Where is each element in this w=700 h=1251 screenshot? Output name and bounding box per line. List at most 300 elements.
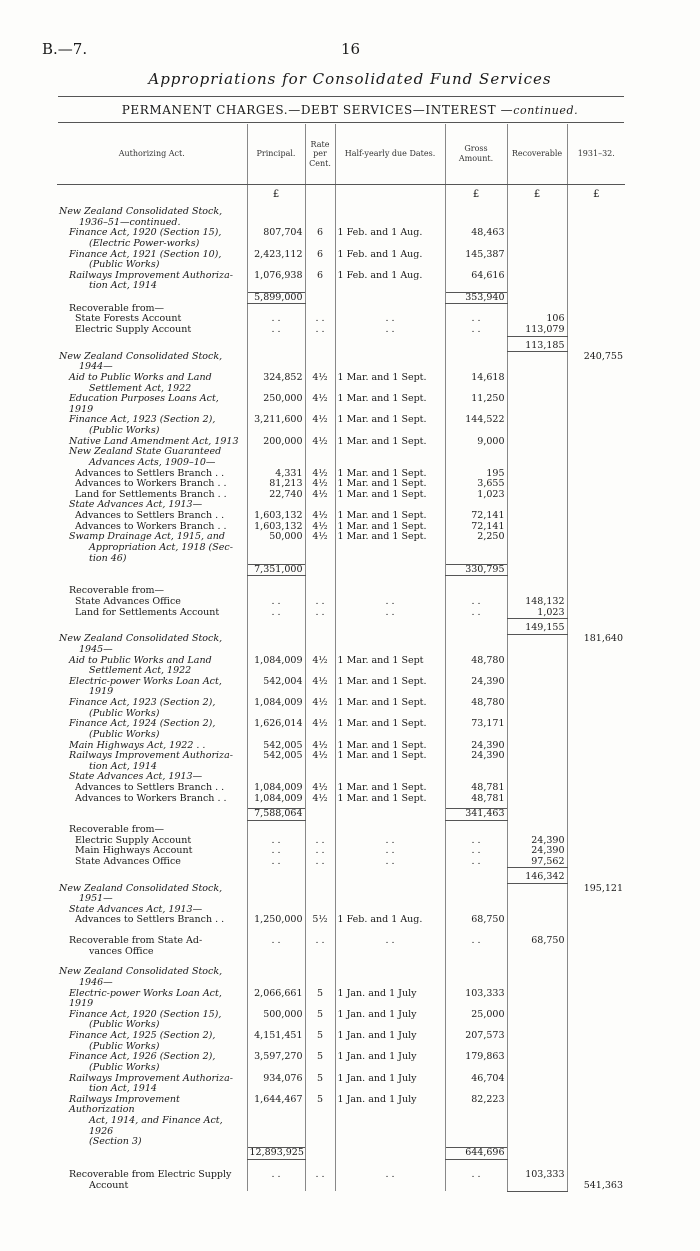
rate-value: 6	[305, 250, 335, 271]
gross-value: 103,333	[445, 989, 507, 1010]
principal-value: 324,852	[247, 373, 305, 394]
net-charge: 240,755	[567, 352, 625, 373]
act-name: Finance Act, 1924 (Section 2), (Public Works)	[69, 719, 216, 740]
act-name: Swamp Drainage Act, 1915, and Appropriation Act, 1918 (Sec- tion 46)	[69, 532, 233, 564]
placeholder-dots: . .	[305, 836, 335, 847]
table-row	[57, 1010, 625, 1031]
gross-value: 82,223	[445, 1095, 507, 1148]
total-row	[57, 564, 625, 576]
recoverable-account: Land for Settlements Account	[75, 607, 220, 618]
rate-value: 4½	[305, 522, 335, 533]
principal-value: 22,740	[247, 490, 305, 501]
table-row	[57, 783, 625, 794]
principal-value: 1,084,009	[247, 794, 305, 805]
recoverable-total: 149,155	[507, 623, 567, 634]
recoverable-row	[57, 936, 625, 957]
placeholder-dots: . .	[335, 597, 445, 608]
table-row	[57, 228, 625, 249]
table-row	[57, 719, 625, 740]
recoverable-row	[57, 857, 625, 868]
act-name: Main Highways Act, 1922 . .	[69, 740, 206, 751]
placeholder-dots: . .	[305, 857, 335, 868]
placeholder-dots: . .	[305, 846, 335, 857]
due-dates: 1 Mar. and 1 Sept	[335, 656, 445, 677]
total-principal: 7,351,000	[247, 564, 305, 576]
act-name: Electric-power Works Loan Act, 1919	[69, 988, 222, 1010]
gross-value: 3,655	[445, 479, 507, 490]
total-gross: 330,795	[445, 564, 507, 576]
due-dates: 1 Mar. and 1 Sept.	[335, 719, 445, 740]
recoverable-account: State Advances Office	[75, 596, 181, 607]
due-dates: 1 Feb. and 1 Aug.	[335, 271, 445, 292]
placeholder-dots: . .	[445, 836, 507, 847]
recoverable-label: Recoverable from—	[69, 824, 165, 835]
due-dates: 1 Jan. and 1 July	[335, 1095, 445, 1148]
recoverable-label: Recoverable from Electric Supply Account	[69, 1170, 232, 1191]
due-dates: 1 Mar. and 1 Sept.	[335, 437, 445, 448]
rate-value: 4½	[305, 479, 335, 490]
recoverable-value: 1,023	[507, 608, 567, 619]
col-rate: Rate per Cent.	[305, 124, 335, 185]
due-dates: 1 Feb. and 1 Aug.	[335, 915, 445, 926]
table-row	[57, 1074, 625, 1095]
principal-value: 1,084,009	[247, 656, 305, 677]
col-year: 1931–32.	[567, 124, 625, 185]
rate-value: 5	[305, 1095, 335, 1148]
recoverable-label: Recoverable from—	[69, 586, 165, 597]
table-row	[57, 1095, 625, 1148]
due-dates: 1 Mar. and 1 Sept.	[335, 479, 445, 490]
total-gross: 644,696	[445, 1148, 507, 1160]
table-row	[57, 415, 625, 436]
principal-value: 250,000	[247, 394, 305, 415]
table-row	[57, 698, 625, 719]
placeholder-dots: . .	[445, 608, 507, 619]
placeholder-dots: . .	[335, 936, 445, 957]
report-reference: B.—7.	[42, 40, 88, 58]
placeholder-dots: . .	[335, 314, 445, 325]
recoverable-value: 24,390	[507, 846, 567, 857]
col-gross-amount: Gross Amount.	[445, 124, 507, 185]
section-heading	[57, 967, 625, 988]
act-name: Finance Act, 1920 (Section 15), (Electric Power-works)	[69, 228, 222, 249]
gross-value: 25,000	[445, 1010, 507, 1031]
due-dates: 1 Feb. and 1 Aug.	[335, 228, 445, 249]
recoverable-label: Recoverable from State Ad- vances Office	[69, 936, 203, 957]
recoverable-row	[57, 597, 625, 608]
currency-row	[57, 185, 625, 208]
principal-value: 2,066,661	[247, 989, 305, 1010]
total-gross: 353,940	[445, 292, 507, 304]
branch-name: Advances to Settlers Branch . .	[75, 915, 225, 926]
gross-value: 9,000	[445, 437, 507, 448]
placeholder-dots: . .	[247, 314, 305, 325]
rate-value: 4½	[305, 490, 335, 501]
table-top-rule	[58, 122, 624, 123]
placeholder-dots: . .	[445, 597, 507, 608]
rate-value: 6	[305, 228, 335, 249]
placeholder-dots: . .	[335, 325, 445, 336]
rate-value: 5	[305, 1052, 335, 1073]
rate-value: 4½	[305, 698, 335, 719]
recoverable-value: 97,562	[507, 857, 567, 868]
recoverable-total-row	[57, 341, 625, 352]
principal-value: 500,000	[247, 1010, 305, 1031]
rate-value: 4½	[305, 437, 335, 448]
table-row	[57, 989, 625, 1010]
principal-value: 934,076	[247, 1074, 305, 1095]
recoverable-label: Recoverable from—	[69, 303, 165, 314]
placeholder-dots: . .	[445, 857, 507, 868]
recoverable-row	[57, 608, 625, 619]
act-name: Education Purposes Loans Act, 1919	[69, 394, 219, 415]
rate-value: 4½	[305, 741, 335, 752]
stock-heading: New Zealand Consolidated Stock, 1945—	[59, 634, 223, 655]
act-name: Railways Improvement Authoriza- tion Act, 1914	[69, 751, 233, 772]
act-name: Finance Act, 1923 (Section 2), (Public Works)	[69, 698, 216, 719]
recoverable-account: Electric Supply Account	[75, 835, 192, 846]
subtitle-continued: continued.	[513, 104, 579, 117]
gross-value: 24,390	[445, 751, 507, 772]
due-dates: 1 Mar. and 1 Sept.	[335, 783, 445, 794]
section-subtitle	[0, 103, 700, 117]
placeholder-dots: . .	[247, 836, 305, 847]
act-name: Finance Act, 1925 (Section 2), (Public Works)	[69, 1031, 216, 1052]
subsection-heading	[57, 447, 625, 468]
act-name: Railways Improvement Authorization Act, 1914, and Finance Act, 1926 (Section 3)	[69, 1094, 223, 1148]
principal-value: 807,704	[247, 228, 305, 249]
title-rule	[58, 96, 624, 97]
placeholder-dots: . .	[335, 846, 445, 857]
rate-value: 6	[305, 271, 335, 292]
principal-value: 1,603,132	[247, 511, 305, 522]
table-row	[57, 1052, 625, 1073]
appropriations-table	[57, 124, 625, 1192]
recoverable-value: 103,333	[507, 1170, 567, 1191]
section-heading	[57, 634, 625, 655]
stock-heading: New Zealand Consolidated Stock, 1951—	[59, 883, 223, 905]
placeholder-dots: . .	[247, 846, 305, 857]
recoverable-value: 68,750	[507, 936, 567, 957]
gross-value: 207,573	[445, 1031, 507, 1052]
rate-value: 4½	[305, 373, 335, 394]
gross-value: 48,780	[445, 656, 507, 677]
due-dates: 1 Jan. and 1 July	[335, 1074, 445, 1095]
principal-value: 200,000	[247, 437, 305, 448]
placeholder-dots: . .	[305, 1170, 335, 1191]
principal-value: 4,331	[247, 469, 305, 480]
recoverable-value: 106	[507, 314, 567, 325]
table-row	[57, 532, 625, 564]
principal-value: 542,004	[247, 677, 305, 698]
total-gross: 341,463	[445, 809, 507, 821]
act-name: Native Land Amendment Act, 1913	[69, 436, 239, 447]
gross-value: 145,387	[445, 250, 507, 271]
due-dates: 1 Mar. and 1 Sept.	[335, 751, 445, 772]
table-row	[57, 437, 625, 448]
gross-value: 144,522	[445, 415, 507, 436]
col-recoverable: Recoverable	[507, 124, 567, 185]
gross-value: 195	[445, 469, 507, 480]
placeholder-dots: . .	[305, 597, 335, 608]
due-dates: 1 Mar. and 1 Sept.	[335, 741, 445, 752]
due-dates: 1 Mar. and 1 Sept.	[335, 469, 445, 480]
branch-name: Advances to Settlers Branch . .	[75, 511, 225, 521]
gross-value: 2,250	[445, 532, 507, 564]
gross-value: 48,781	[445, 783, 507, 794]
due-dates: 1 Mar. and 1 Sept.	[335, 490, 445, 501]
branch-name: Advances to Workers Branch . .	[75, 479, 227, 490]
principal-value: 1,076,938	[247, 271, 305, 292]
gross-value: 24,390	[445, 741, 507, 752]
subsection-heading	[57, 905, 625, 916]
recoverable-value: 24,390	[507, 836, 567, 847]
rate-value: 4½	[305, 794, 335, 805]
net-charge: 541,363	[567, 1170, 625, 1191]
due-dates: 1 Mar. and 1 Sept.	[335, 794, 445, 805]
table-row	[57, 1031, 625, 1052]
recoverable-total: 113,185	[507, 341, 567, 352]
total-row	[57, 292, 625, 304]
act-group-heading: State Advances Act, 1913—	[69, 500, 203, 511]
table-row	[57, 794, 625, 805]
rate-value: 4½	[305, 511, 335, 522]
page-header	[0, 40, 700, 62]
gross-value: 14,618	[445, 373, 507, 394]
principal-value: 1,626,014	[247, 719, 305, 740]
act-name: Railways Improvement Authoriza- tion Act, 1914	[69, 270, 233, 292]
due-dates: 1 Mar. and 1 Sept.	[335, 677, 445, 698]
act-name: Aid to Public Works and Land Settlement Act, 1922	[69, 372, 212, 394]
act-group-heading: New Zealand State Guaranteed Advances Acts, 1909–10—	[69, 447, 222, 468]
recoverable-row	[57, 846, 625, 857]
section-heading	[57, 884, 625, 905]
gross-value: 1,023	[445, 490, 507, 501]
due-dates: 1 Mar. and 1 Sept.	[335, 511, 445, 522]
table-row	[57, 250, 625, 271]
rate-value: 4½	[305, 656, 335, 677]
act-group-heading: State Advances Act, 1913—	[69, 772, 203, 783]
recoverable-heading	[57, 825, 625, 836]
placeholder-dots: . .	[305, 608, 335, 619]
placeholder-dots: . .	[305, 936, 335, 957]
due-dates: 1 Mar. and 1 Sept.	[335, 415, 445, 436]
stock-heading: New Zealand Consolidated Stock, 1944—	[59, 351, 223, 373]
col-principal: Principal.	[247, 124, 305, 185]
due-dates: 1 Mar. and 1 Sept.	[335, 394, 445, 415]
rate-value: 5½	[305, 915, 335, 926]
principal-value: 542,005	[247, 741, 305, 752]
rate-value: 4½	[305, 783, 335, 794]
gross-value: 46,704	[445, 1074, 507, 1095]
gross-value: 11,250	[445, 394, 507, 415]
recoverable-total: 146,342	[507, 872, 567, 883]
section-heading	[57, 352, 625, 373]
rate-value: 5	[305, 989, 335, 1010]
branch-name: Advances to Workers Branch . .	[75, 521, 227, 532]
principal-value: 1,084,009	[247, 783, 305, 794]
table-row	[57, 656, 625, 677]
principal-value: 1,250,000	[247, 915, 305, 926]
subsection-heading	[57, 500, 625, 511]
act-name: Aid to Public Works and Land Settlement Act, 1922	[69, 655, 212, 677]
gross-value: 48,780	[445, 698, 507, 719]
rate-value: 5	[305, 1074, 335, 1095]
total-principal: 5,899,000	[247, 292, 305, 304]
principal-value: 1,084,009	[247, 698, 305, 719]
placeholder-dots: . .	[335, 608, 445, 619]
rate-value: 4½	[305, 677, 335, 698]
table-row	[57, 741, 625, 752]
principal-value: 2,423,112	[247, 250, 305, 271]
act-name: Finance Act, 1923 (Section 2), (Public Works)	[69, 415, 216, 436]
principal-value: 4,151,451	[247, 1031, 305, 1052]
gross-value: 68,750	[445, 915, 507, 926]
gross-value: 24,390	[445, 677, 507, 698]
due-dates: 1 Feb. and 1 Aug.	[335, 250, 445, 271]
recoverable-row	[57, 325, 625, 336]
recoverable-row	[57, 314, 625, 325]
principal-value: 1,644,467	[247, 1095, 305, 1148]
net-charge: 195,121	[567, 884, 625, 905]
col-authorizing-act: Authorizing Act.	[57, 124, 247, 185]
gross-value: 64,616	[445, 271, 507, 292]
placeholder-dots: . .	[247, 936, 305, 957]
principal-value: 1,603,132	[247, 522, 305, 533]
recoverable-account: Electric Supply Account	[75, 324, 192, 335]
recoverable-account: State Forests Account	[75, 314, 182, 325]
placeholder-dots: . .	[247, 1170, 305, 1191]
table-row	[57, 469, 625, 480]
section-heading	[57, 207, 625, 228]
rate-value: 4½	[305, 751, 335, 772]
subsection-heading	[57, 772, 625, 783]
due-dates: 1 Jan. and 1 July	[335, 1052, 445, 1073]
gross-value: 48,463	[445, 228, 507, 249]
act-group-heading: State Advances Act, 1913—	[69, 904, 203, 915]
recoverable-heading	[57, 586, 625, 597]
act-name: Finance Act, 1921 (Section 10), (Public Works)	[69, 249, 222, 271]
recoverable-account: State Advances Office	[75, 856, 181, 867]
due-dates: 1 Jan. and 1 July	[335, 1031, 445, 1052]
page-number: 16	[341, 40, 361, 58]
gross-value: 72,141	[445, 511, 507, 522]
total-principal: 7,588,064	[247, 809, 305, 821]
principal-value: 3,597,270	[247, 1052, 305, 1073]
principal-value: 81,213	[247, 479, 305, 490]
recoverable-row	[57, 1170, 625, 1191]
placeholder-dots: . .	[335, 1170, 445, 1191]
placeholder-dots: . .	[445, 936, 507, 957]
due-dates: 1 Mar. and 1 Sept.	[335, 373, 445, 394]
placeholder-dots: . .	[247, 857, 305, 868]
table-row	[57, 490, 625, 501]
rate-value: 4½	[305, 415, 335, 436]
currency-symbol: £	[445, 185, 507, 208]
currency-symbol: £	[567, 185, 625, 208]
subtitle-main: PERMANENT CHARGES.—DEBT SERVICES—INTEREST —	[121, 103, 514, 117]
placeholder-dots: . .	[335, 857, 445, 868]
table-row	[57, 915, 625, 926]
recoverable-value: 113,079	[507, 325, 567, 336]
placeholder-dots: . .	[305, 325, 335, 336]
act-name: Finance Act, 1926 (Section 2), (Public Works)	[69, 1052, 216, 1073]
due-dates: 1 Jan. and 1 July	[335, 1010, 445, 1031]
table-header-row	[57, 124, 625, 185]
gross-value: 73,171	[445, 719, 507, 740]
table-row	[57, 522, 625, 533]
act-name: Finance Act, 1920 (Section 15), (Public Works)	[69, 1009, 222, 1031]
placeholder-dots: . .	[247, 597, 305, 608]
recoverable-total-row	[57, 623, 625, 634]
table-row	[57, 271, 625, 292]
principal-value: 542,005	[247, 751, 305, 772]
total-principal: 12,893,925	[247, 1148, 305, 1160]
total-row	[57, 1148, 625, 1160]
placeholder-dots: . .	[247, 608, 305, 619]
table-row	[57, 751, 625, 772]
branch-name: Land for Settlements Branch . .	[75, 489, 227, 500]
table-row	[57, 511, 625, 522]
rate-value: 4½	[305, 394, 335, 415]
placeholder-dots: . .	[445, 325, 507, 336]
table-row	[57, 394, 625, 415]
table-row	[57, 479, 625, 490]
recoverable-value: 148,132	[507, 597, 567, 608]
recoverable-heading	[57, 304, 625, 315]
currency-symbol: £	[507, 185, 567, 208]
table-row	[57, 373, 625, 394]
placeholder-dots: . .	[445, 1170, 507, 1191]
gross-value: 72,141	[445, 522, 507, 533]
page-title: Appropriations for Consolidated Fund Services	[148, 70, 552, 88]
rate-value: 4½	[305, 532, 335, 564]
currency-symbol: £	[247, 185, 305, 208]
recoverable-row	[57, 836, 625, 847]
branch-name: Advances to Settlers Branch . .	[75, 468, 225, 479]
due-dates: 1 Mar. and 1 Sept.	[335, 532, 445, 564]
table-row	[57, 677, 625, 698]
rate-value: 5	[305, 1031, 335, 1052]
net-charge: 181,640	[567, 634, 625, 655]
placeholder-dots: . .	[445, 846, 507, 857]
stock-heading: New Zealand Consolidated Stock, 1936–51—continued.	[59, 207, 223, 228]
act-name: Railways Improvement Authoriza- tion Act, 1914	[69, 1073, 233, 1095]
total-row	[57, 809, 625, 821]
placeholder-dots: . .	[445, 314, 507, 325]
due-dates: 1 Mar. and 1 Sept.	[335, 522, 445, 533]
stock-heading: New Zealand Consolidated Stock, 1946—	[59, 967, 223, 988]
recoverable-total-row	[57, 872, 625, 883]
branch-name: Advances to Settlers Branch . .	[75, 783, 225, 793]
placeholder-dots: . .	[335, 836, 445, 847]
branch-name: Advances to Workers Branch . .	[75, 793, 227, 804]
rate-value: 5	[305, 1010, 335, 1031]
rate-value: 4½	[305, 719, 335, 740]
recoverable-account: Main Highways Account	[75, 846, 193, 857]
principal-value: 3,211,600	[247, 415, 305, 436]
col-due-dates: Half-yearly due Dates.	[335, 124, 445, 185]
rate-value: 4½	[305, 469, 335, 480]
act-name: Electric-power Works Loan Act, 1919	[69, 676, 222, 698]
placeholder-dots: . .	[305, 314, 335, 325]
due-dates: 1 Jan. and 1 July	[335, 989, 445, 1010]
gross-value: 179,863	[445, 1052, 507, 1073]
gross-value: 48,781	[445, 794, 507, 805]
principal-value: 50,000	[247, 532, 305, 564]
due-dates: 1 Mar. and 1 Sept.	[335, 698, 445, 719]
placeholder-dots: . .	[247, 325, 305, 336]
